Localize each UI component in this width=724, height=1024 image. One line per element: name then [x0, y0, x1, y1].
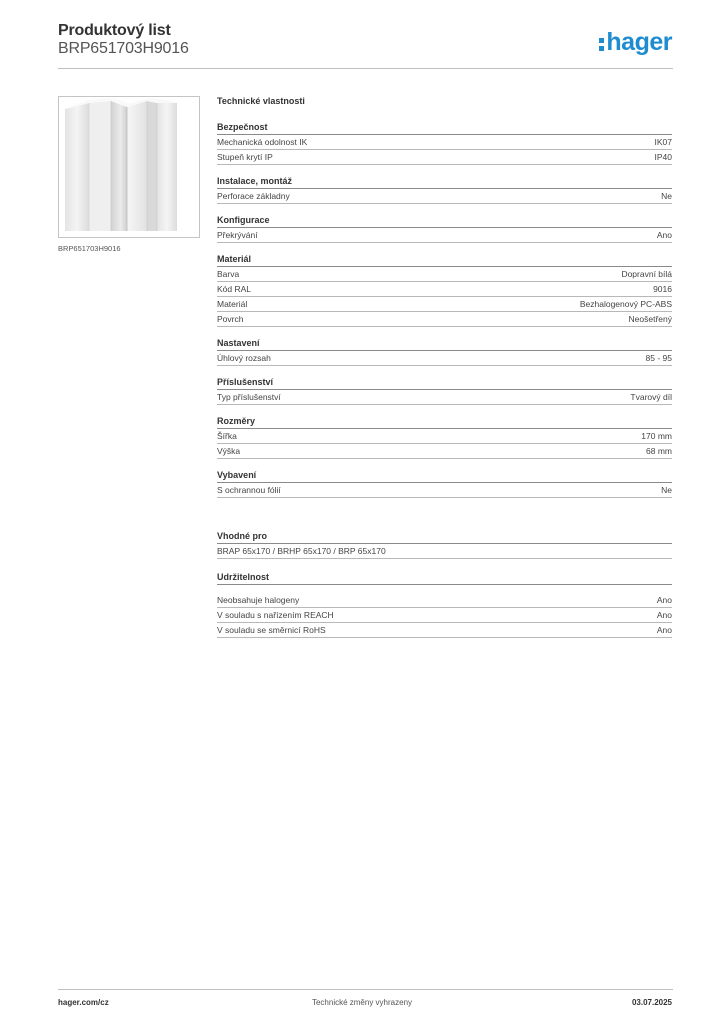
logo-text: hager	[606, 28, 672, 56]
compatible-products: BRAP 65x170 / BRHP 65x170 / BRP 65x170	[217, 546, 386, 556]
section-title: Vhodné pro	[217, 530, 672, 544]
spec-value: Ano	[656, 595, 672, 605]
spec-label: Neobsahuje halogeny	[217, 595, 300, 605]
section-title: Nastavení	[217, 337, 672, 351]
footer-date: 03.07.2025	[631, 998, 672, 1007]
page-title: Produktový list	[58, 22, 171, 39]
spec-value: IP40	[654, 152, 672, 162]
spec-row	[217, 390, 672, 405]
spec-label: Výška	[217, 446, 241, 456]
spec-row	[217, 267, 672, 282]
spec-label: Kód RAL	[217, 284, 252, 294]
spec-label: Šířka	[217, 431, 237, 441]
footer-website-link[interactable]: hager.com/cz	[58, 998, 109, 1007]
spec-section-settings	[217, 337, 672, 366]
spec-label: Stupeň krytí IP	[217, 152, 273, 162]
spec-row	[217, 623, 672, 638]
corner-piece-illustration	[59, 97, 199, 237]
spec-section-safety	[217, 121, 672, 165]
hager-logo[interactable]	[599, 27, 672, 57]
footer-divider	[58, 989, 673, 990]
suitable-for-section	[217, 530, 672, 559]
spec-value: 9016	[653, 284, 672, 294]
spec-label: Typ příslušenství	[217, 392, 281, 402]
spec-section-configuration	[217, 214, 672, 243]
spec-row	[217, 312, 672, 327]
spec-value: Bezhalogenový PC-ABS	[579, 299, 672, 309]
spec-value: 68 mm	[646, 446, 672, 456]
section-title: Materiál	[217, 253, 672, 267]
spec-row	[217, 189, 672, 204]
sustainability-section	[217, 571, 672, 638]
spec-label: V souladu se směrnicí RoHS	[217, 625, 326, 635]
spec-row	[217, 483, 672, 498]
spec-row	[217, 228, 672, 243]
spec-value: Dopravní bílá	[621, 269, 672, 279]
logo-dots-icon	[599, 27, 604, 57]
spec-value: 85 - 95	[645, 353, 672, 363]
section-title: Konfigurace	[217, 214, 672, 228]
spec-value: Ne	[661, 485, 672, 495]
spec-value: Ano	[656, 625, 672, 635]
spec-value: 170 mm	[641, 431, 672, 441]
spacer	[217, 585, 672, 593]
spec-label: S ochrannou fólií	[217, 485, 281, 495]
spec-row	[217, 608, 672, 623]
spec-section-installation	[217, 175, 672, 204]
spec-section-material	[217, 253, 672, 327]
spec-label: V souladu s nařízením REACH	[217, 610, 334, 620]
spec-value: Tvarový díl	[630, 392, 672, 402]
product-image	[58, 96, 200, 238]
spec-row	[217, 444, 672, 459]
spec-section-dimensions	[217, 415, 672, 459]
suitable-for-text	[217, 544, 672, 559]
header-divider	[58, 68, 673, 69]
spec-row	[217, 282, 672, 297]
spec-value: Ano	[656, 610, 672, 620]
section-title: Udržitelnost	[217, 571, 672, 585]
spec-label: Perforace základny	[217, 191, 290, 201]
spec-label: Úhlový rozsah	[217, 353, 271, 363]
spec-section-accessories	[217, 376, 672, 405]
image-caption: BRP651703H9016	[58, 244, 121, 253]
spec-row	[217, 593, 672, 608]
spec-section-equipment	[217, 469, 672, 498]
section-title: Rozměry	[217, 415, 672, 429]
spec-label: Barva	[217, 269, 240, 279]
spec-value: IK07	[654, 137, 672, 147]
spec-value: Neošetřený	[628, 314, 672, 324]
footer-notice: Technické změny vyhrazeny	[311, 998, 413, 1007]
spec-row	[217, 135, 672, 150]
spec-label: Povrch	[217, 314, 244, 324]
spec-value: Ano	[656, 230, 672, 240]
section-title: Instalace, montáž	[217, 175, 672, 189]
section-title: Vybavení	[217, 469, 672, 483]
section-title: Příslušenství	[217, 376, 672, 390]
spec-label: Překrývání	[217, 230, 258, 240]
spec-label: Mechanická odolnost IK	[217, 137, 308, 147]
spec-row	[217, 150, 672, 165]
section-title: Bezpečnost	[217, 121, 672, 135]
spec-row	[217, 297, 672, 312]
specs-heading: Technické vlastnosti	[217, 96, 305, 106]
spec-row	[217, 351, 672, 366]
spec-label: Materiál	[217, 299, 248, 309]
product-code: BRP651703H9016	[58, 40, 189, 57]
additional-specs	[217, 530, 672, 650]
spec-value: Ne	[661, 191, 672, 201]
technical-specs	[217, 95, 672, 508]
spec-row	[217, 429, 672, 444]
